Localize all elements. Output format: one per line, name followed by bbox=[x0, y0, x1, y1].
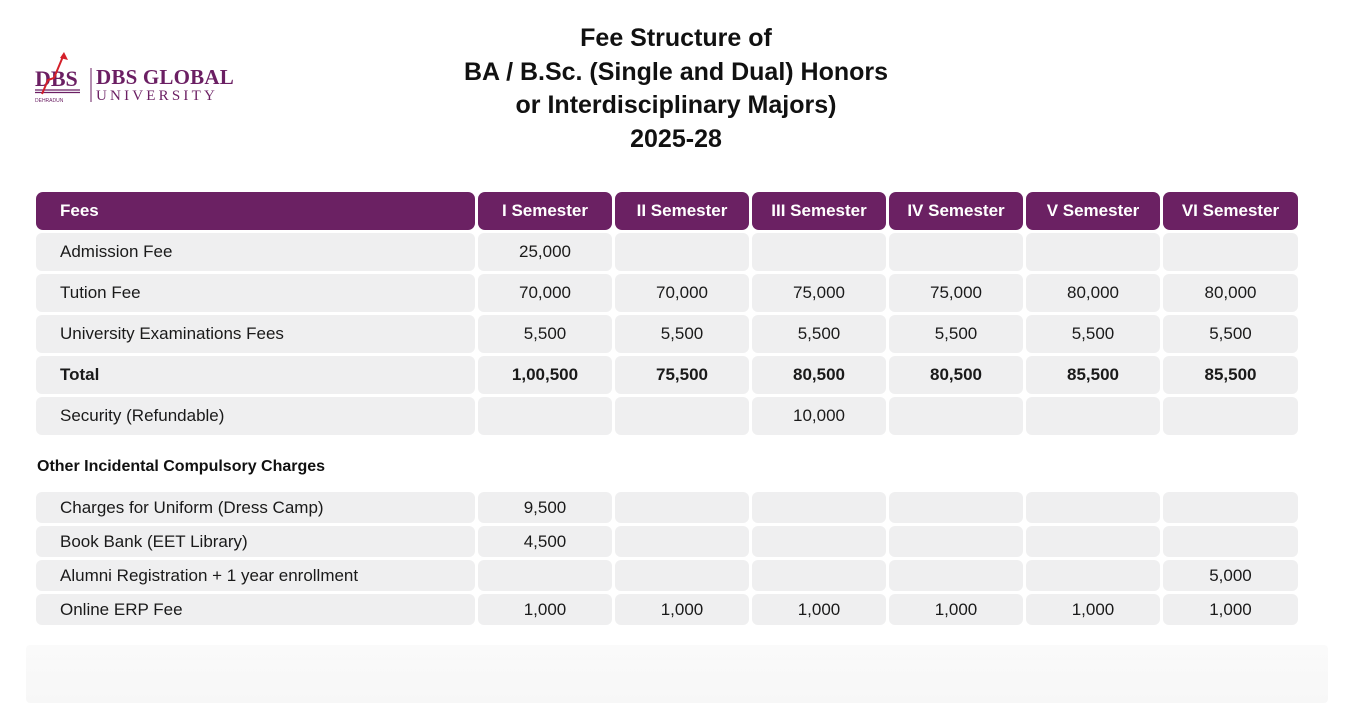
table-cell bbox=[889, 233, 1023, 271]
table-cell: 1,000 bbox=[752, 594, 886, 625]
table-cell bbox=[1026, 233, 1160, 271]
table-cell bbox=[889, 560, 1023, 591]
title-line-1: Fee Structure of bbox=[580, 24, 772, 52]
table-cell: 70,000 bbox=[478, 274, 612, 312]
table-cell bbox=[615, 526, 749, 557]
total-cell: 80,500 bbox=[752, 356, 886, 394]
total-cell: 85,500 bbox=[1163, 356, 1298, 394]
table-cell bbox=[889, 492, 1023, 523]
table-cell bbox=[752, 526, 886, 557]
table-cell: 75,000 bbox=[889, 274, 1023, 312]
header-semester-2: II Semester bbox=[615, 192, 749, 230]
svg-text:DBS: DBS bbox=[35, 66, 78, 91]
table-cell: 75,000 bbox=[752, 274, 886, 312]
row-label-alumni-registration: Alumni Registration + 1 year enrollment bbox=[36, 560, 475, 591]
incidental-charges-table bbox=[36, 492, 1298, 625]
table-cell: 5,000 bbox=[1163, 560, 1298, 591]
table-cell bbox=[1026, 397, 1160, 435]
table-cell: 5,500 bbox=[1163, 315, 1298, 353]
table-cell bbox=[889, 397, 1023, 435]
title-line-4: 2025-28 bbox=[630, 124, 722, 153]
table-cell bbox=[1026, 560, 1160, 591]
header-semester-4: IV Semester bbox=[889, 192, 1023, 230]
logo-subtitle: UNIVERSITY bbox=[96, 88, 218, 104]
total-cell: 80,500 bbox=[889, 356, 1023, 394]
row-label-tution-fee: Tution Fee bbox=[36, 274, 475, 312]
table-cell: 5,500 bbox=[478, 315, 612, 353]
table-cell bbox=[615, 397, 749, 435]
row-label-admission-fee: Admission Fee bbox=[36, 233, 475, 271]
header-semester-5: V Semester bbox=[1026, 192, 1160, 230]
svg-text:DEHRADUN: DEHRADUN bbox=[35, 98, 64, 104]
row-label-examination-fees: University Examinations Fees bbox=[36, 315, 475, 353]
table-cell: 1,000 bbox=[615, 594, 749, 625]
table-cell bbox=[615, 560, 749, 591]
table-cell bbox=[752, 492, 886, 523]
university-logo bbox=[34, 50, 234, 106]
title-line-3: or Interdisciplinary Majors) bbox=[515, 91, 837, 119]
header-semester-6: VI Semester bbox=[1163, 192, 1298, 230]
table-cell bbox=[478, 560, 612, 591]
table-cell: 4,500 bbox=[478, 526, 612, 557]
table-cell bbox=[889, 526, 1023, 557]
row-label-security: Security (Refundable) bbox=[36, 397, 475, 435]
table-cell bbox=[1163, 397, 1298, 435]
table-cell: 70,000 bbox=[615, 274, 749, 312]
dbs-logo-mark-icon bbox=[34, 50, 94, 106]
table-cell bbox=[1026, 492, 1160, 523]
page-title bbox=[376, 22, 976, 156]
table-cell bbox=[1163, 233, 1298, 271]
row-label-online-erp-fee: Online ERP Fee bbox=[36, 594, 475, 625]
table-cell bbox=[1026, 526, 1160, 557]
incidental-charges-heading: Other Incidental Compulsory Charges bbox=[37, 458, 326, 475]
table-cell: 1,000 bbox=[1026, 594, 1160, 625]
row-label-uniform: Charges for Uniform (Dress Camp) bbox=[36, 492, 475, 523]
table-cell bbox=[478, 397, 612, 435]
table-cell: 5,500 bbox=[1026, 315, 1160, 353]
table-cell: 10,000 bbox=[752, 397, 886, 435]
table-cell: 1,000 bbox=[478, 594, 612, 625]
table-cell bbox=[752, 560, 886, 591]
logo-name: DBS GLOBAL bbox=[96, 65, 234, 89]
table-cell: 80,000 bbox=[1163, 274, 1298, 312]
table-cell: 1,000 bbox=[889, 594, 1023, 625]
total-cell: 85,500 bbox=[1026, 356, 1160, 394]
header-semester-3: III Semester bbox=[752, 192, 886, 230]
title-line-2: BA / B.Sc. (Single and Dual) Honors bbox=[463, 57, 889, 86]
table-cell: 1,000 bbox=[1163, 594, 1298, 625]
table-cell bbox=[1163, 526, 1298, 557]
table-cell: 80,000 bbox=[1026, 274, 1160, 312]
row-label-book-bank: Book Bank (EET Library) bbox=[36, 526, 475, 557]
table-cell: 5,500 bbox=[752, 315, 886, 353]
total-cell: 75,500 bbox=[615, 356, 749, 394]
table-cell: 5,500 bbox=[615, 315, 749, 353]
table-cell bbox=[615, 492, 749, 523]
fee-table bbox=[36, 192, 1298, 435]
header-semester-1: I Semester bbox=[478, 192, 612, 230]
table-cell: 25,000 bbox=[478, 233, 612, 271]
table-cell: 5,500 bbox=[889, 315, 1023, 353]
table-cell bbox=[752, 233, 886, 271]
header-fees: Fees bbox=[36, 192, 475, 230]
table-cell bbox=[1163, 492, 1298, 523]
total-cell: 1,00,500 bbox=[478, 356, 612, 394]
footer-background bbox=[26, 645, 1328, 703]
row-label-total: Total bbox=[36, 356, 475, 394]
table-cell: 9,500 bbox=[478, 492, 612, 523]
table-cell bbox=[615, 233, 749, 271]
